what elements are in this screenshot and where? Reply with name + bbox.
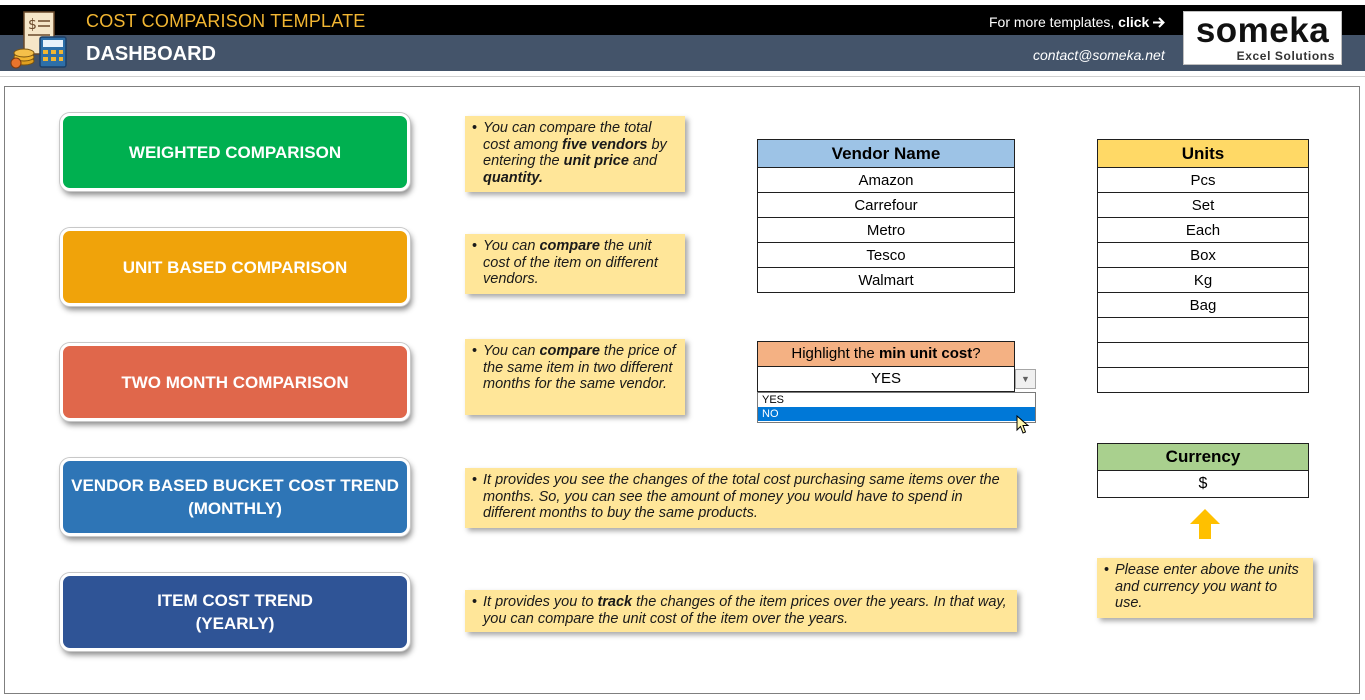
logo-subtitle: Excel Solutions [1236, 49, 1335, 63]
page-title: DASHBOARD [86, 43, 216, 65]
calculator-icon [10, 11, 70, 69]
unit-cell[interactable]: Pcs [1098, 168, 1309, 193]
two-month-comparison-button[interactable]: TWO MONTH COMPARISON [60, 343, 410, 421]
item-cost-trend-button[interactable]: ITEM COST TREND (YEARLY) [60, 573, 410, 651]
note-two-month: • You can compare the price of the same item in two different months for the same vendor. [465, 339, 685, 415]
logo-name: someka [1195, 11, 1330, 50]
arrow-right-icon [1153, 17, 1166, 28]
highlight-min-cost-label: Highlight the min unit cost? [757, 341, 1015, 367]
note-unit-based: • You can compare the unit cost of the item on different vendors. [465, 234, 685, 294]
highlight-options-list [757, 392, 1036, 423]
unit-based-comparison-button[interactable]: UNIT BASED COMPARISON [60, 228, 410, 306]
click-link[interactable]: click [1118, 14, 1150, 30]
currency-value[interactable]: $ [1097, 470, 1309, 498]
vendor-cell[interactable]: Metro [758, 218, 1015, 243]
dropdown-arrow-icon[interactable]: ▼ [1015, 369, 1036, 389]
note-units-currency: • Please enter above the units and currency you want to use. [1097, 558, 1313, 618]
units-table-header: Units [1098, 140, 1309, 168]
weighted-comparison-button[interactable]: WEIGHTED COMPARISON [60, 113, 410, 191]
vendor-cell[interactable]: Amazon [758, 168, 1015, 193]
up-arrow-icon [1189, 508, 1221, 540]
note-vendor-bucket: • It provides you see the changes of the total cost purchasing same items over the months. So, you can see the amount of money you would have to spend in different months to buy the same products. [465, 468, 1017, 528]
unit-cell[interactable] [1098, 318, 1309, 343]
unit-cell[interactable]: Bag [1098, 293, 1309, 318]
vendor-cell[interactable]: Tesco [758, 243, 1015, 268]
highlight-min-cost-select[interactable]: YES [757, 366, 1015, 392]
note-weighted: • You can compare the total cost among five vendors by entering the unit price and quantity. [465, 116, 685, 192]
app-title: COST COMPARISON TEMPLATE [86, 11, 366, 31]
vendor-table [757, 139, 1015, 293]
vendor-cell[interactable]: Walmart [758, 268, 1015, 293]
contact-email[interactable]: contact@someka.net [1033, 47, 1165, 63]
more-templates-text: For more templates, [989, 14, 1115, 30]
someka-logo[interactable] [1183, 11, 1342, 65]
svg-text:$: $ [28, 17, 37, 33]
mouse-cursor-icon [1016, 415, 1030, 435]
header-divider [0, 76, 1365, 77]
option-yes[interactable]: YES [762, 394, 785, 406]
unit-cell[interactable]: Each [1098, 218, 1309, 243]
unit-cell[interactable] [1098, 343, 1309, 368]
unit-cell[interactable]: Kg [1098, 268, 1309, 293]
vendor-bucket-trend-button[interactable]: VENDOR BASED BUCKET COST TREND (MONTHLY) [60, 458, 410, 536]
more-templates-link[interactable] [989, 14, 1166, 30]
unit-cell[interactable] [1098, 368, 1309, 393]
unit-cell[interactable]: Set [1098, 193, 1309, 218]
note-item-trend: • It provides you to track the changes of the item prices over the years. In that way, you can compare the unit cost of the item over the years. [465, 590, 1017, 632]
currency-header: Currency [1097, 443, 1309, 471]
vendor-cell[interactable]: Carrefour [758, 193, 1015, 218]
unit-cell[interactable]: Box [1098, 243, 1309, 268]
option-no[interactable]: NO [758, 407, 1035, 421]
vendor-table-header: Vendor Name [758, 140, 1015, 168]
units-table [1097, 139, 1309, 393]
